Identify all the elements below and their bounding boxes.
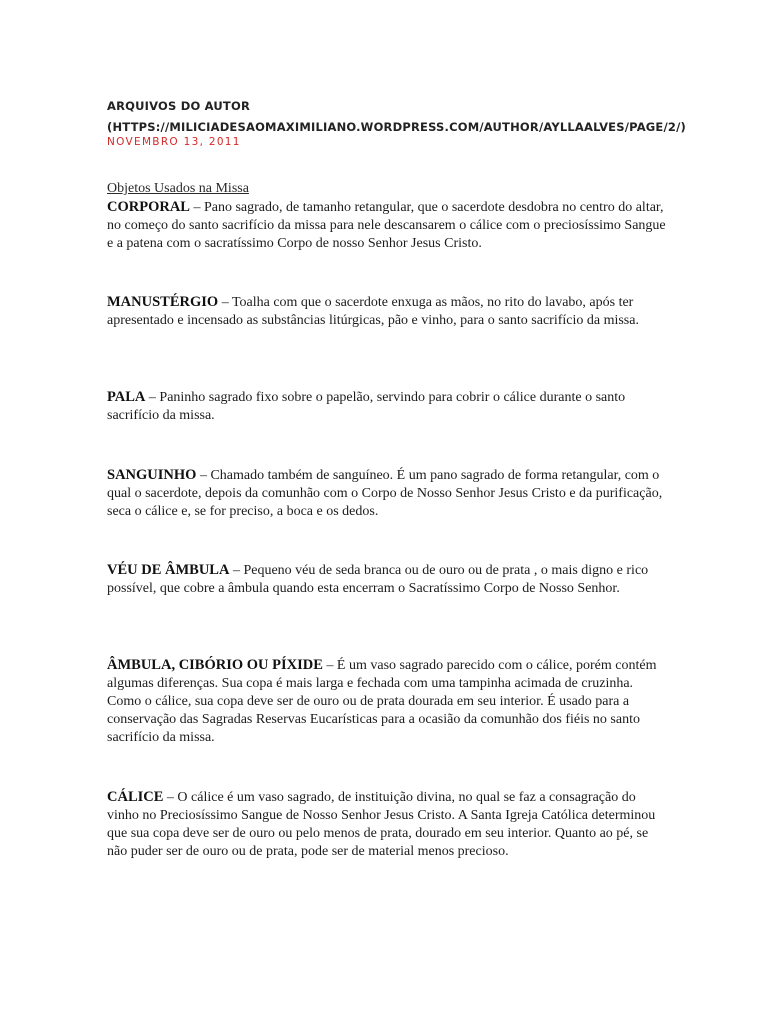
entry-definition: É um vaso sagrado parecido com o cálice, porém contém algumas diferenças. Sua copa é mais larga e fechada com uma tampinha acimada de cruzinha. Como o cálice, sua copa deve ser de ouro ou de prata dourada em seu interior. É usado para a conservação das Sagradas Reservas Eucarísticas para a ocasião da comunhão dos fiéis no santo sacrifício da missa. — [107, 658, 657, 745]
entry-separator: – — [322, 658, 337, 673]
entry-term: ÂMBULA, CIBÓRIO OU PÍXIDE — [107, 657, 323, 673]
document-subtitle: Objetos Usados na Missa — [107, 181, 249, 196]
archive-title-line-2[interactable]: (HTTPS://MILICIADESAOMAXIMILIANO.WORDPRESS.COM/AUTHOR/AYLLAALVES/PAGE/2/) — [107, 120, 686, 134]
entry-manustergio — [107, 293, 667, 330]
archive-title — [107, 96, 687, 138]
entry-separator: – — [229, 563, 244, 578]
entry-separator: – — [163, 790, 178, 805]
entry-definition: Toalha com que o sacerdote enxuga as mãos, no rito do lavabo, após ter apresentado e incensado as substâncias litúrgicas, pão e vinho, para o santo sacrifício da missa. — [107, 295, 639, 328]
entry-definition: Pequeno véu de seda branca ou de ouro ou de prata , o mais digno e rico possível, que cobre a âmbula quando esta encerram o Sacratíssimo Corpo de Nosso Senhor. — [107, 563, 649, 596]
entry-definition: O cálice é um vaso sagrado, de instituição divina, no qual se faz a consagração do vinho no Preciosíssimo Sangue de Nosso Senhor Jesus Cristo. A Santa Igreja Católica determinou que sua copa deve ser de ouro ou pelo menos de prata, dourado em seu interior. Quanto ao pé, se não puder ser de ouro ou de prata, pode ser de material menos precioso. — [107, 790, 656, 859]
entry-term: VÉU DE ÂMBULA — [107, 562, 230, 578]
entry-ambula-ciborio-pixide — [107, 656, 667, 747]
entry-term: MANUSTÉRGIO — [107, 294, 219, 310]
entry-term: CÁLICE — [107, 789, 164, 805]
archive-title-line-1: ARQUIVOS DO AUTOR — [107, 99, 250, 113]
entry-separator: – — [145, 390, 160, 405]
entry-separator: – — [218, 295, 232, 310]
entry-definition: Chamado também de sanguíneo. É um pano sagrado de forma retangular, com o qual o sacerdote, depois da comunhão com o Corpo de Nosso Senhor Jesus Cristo e da purificação, seca o cálice e, se for preciso, a boca e os dedos. — [107, 468, 663, 519]
entry-veu-de-ambula — [107, 561, 667, 598]
document-body — [107, 180, 667, 198]
entry-term: PALA — [107, 389, 146, 405]
post-date-link[interactable]: NOVEMBRO 13, 2011 — [107, 136, 241, 148]
entry-sanguinho — [107, 466, 667, 521]
entry-calice — [107, 788, 667, 861]
entry-separator: – — [189, 200, 204, 215]
entry-corporal — [107, 198, 667, 253]
entry-pala — [107, 388, 667, 425]
entry-separator: – — [196, 468, 211, 483]
entry-definition: Pano sagrado, de tamanho retangular, que o sacerdote desdobra no centro do altar, no começo do santo sacrifício da missa para nele descansarem o cálice com o preciosíssimo Sangue e a patena com o sacratíssimo Corpo de nosso Senhor Jesus Cristo. — [107, 200, 666, 251]
entry-definition: Paninho sagrado fixo sobre o papelão, servindo para cobrir o cálice durante o santo sacrifício da missa. — [107, 390, 626, 423]
entry-term: SANGUINHO — [107, 467, 197, 483]
entry-term: CORPORAL — [107, 199, 190, 215]
